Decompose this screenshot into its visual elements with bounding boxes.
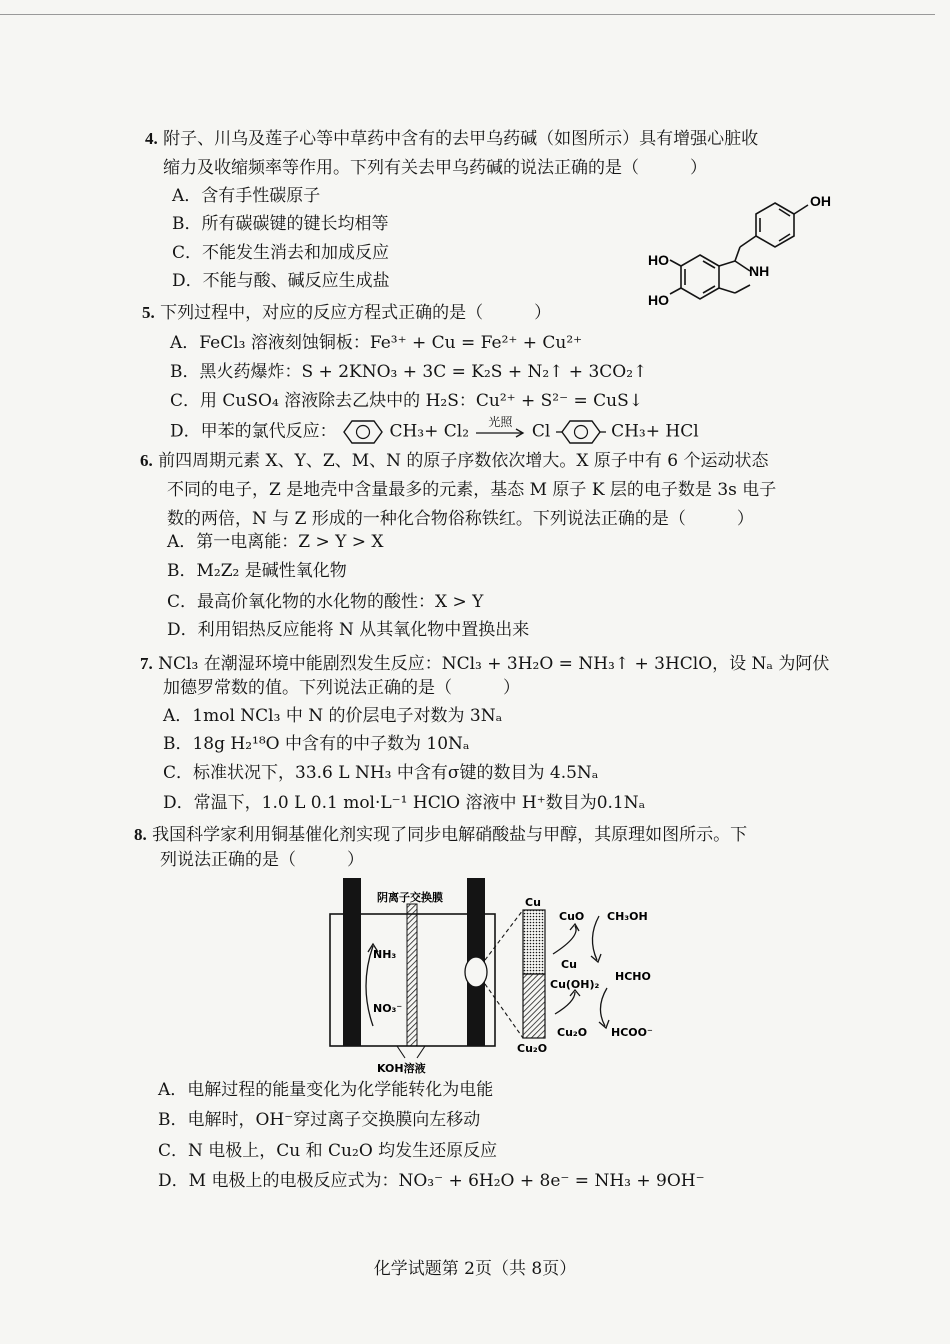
q8-koh-label: KOH溶液 (377, 1062, 426, 1075)
q4-oh-label: OH (810, 193, 831, 209)
q7-option-b: B．18g H₂¹⁸O 中含有的中子数为 10Nₐ (163, 734, 470, 754)
q4-stem-text1: 附子、川乌及莲子心等中草药中含有的去甲乌药碱（如图所示）具有增强心脏收 (163, 129, 759, 149)
q5-benzene-ring-icon (342, 419, 384, 445)
q6-option-d: D．利用铝热反应能将 N 从其氧化物中置换出来 (167, 620, 530, 640)
q5-option-a: A．FeCl₃ 溶液刻蚀铜板：Fe³⁺ + Cu = Fe²⁺ + Cu²⁺ (170, 333, 583, 353)
q5-option-c: C．用 CuSO₄ 溶液除去乙炔中的 H₂S：Cu²⁺ + S²⁻ = CuS↓ (170, 391, 643, 411)
q7-option-d: D．常温下，1.0 L 0.1 mol·L⁻¹ HClO 溶液中 H⁺数目为0.1Nₐ (163, 793, 646, 813)
q8-cu2o-mid-label: Cu₂O (557, 1026, 588, 1039)
q4-number: 4. (145, 129, 158, 148)
top-rule (0, 14, 935, 15)
q8-left-electrode (343, 878, 361, 1046)
q8-membrane-label: 阴离子交换膜 (377, 891, 443, 904)
q8-magnify-spot (465, 957, 487, 987)
q8-stem-line2: 列说法正确的是（ ） (160, 850, 364, 870)
q5-option-d-left: CH₃+ Cl₂ (389, 421, 470, 442)
q8-cuo-label: CuO (559, 910, 585, 923)
q5-stem (142, 302, 551, 324)
q5-condition-arrow (474, 415, 526, 445)
q7-stem-line1 (140, 653, 829, 675)
q4-option-a: A．含有手性碳原子 (172, 186, 321, 206)
q6-option-a: A．第一电离能：Z > Y > X (167, 532, 384, 552)
q8-stem-text1: 我国科学家利用铜基催化剂实现了同步电解硝酸盐与甲醇，其原理如图所示。下 (152, 825, 748, 845)
q5-option-d (170, 415, 699, 445)
q8-hcho-label: HCHO (615, 970, 651, 983)
q8-option-a: A．电解过程的能量变化为化学能转化为电能 (158, 1080, 494, 1100)
q8-option-c: C．N 电极上，Cu 和 Cu₂O 均发生还原反应 (158, 1141, 498, 1161)
q8-stem-line1 (134, 824, 747, 846)
q8-option-d: D．M 电极上的电极反应式为：NO₃⁻ + 6H₂O + 8e⁻ = NH₃ + 9OH⁻ (158, 1171, 705, 1191)
q4-ho-label-2: HO (648, 292, 669, 308)
q4-option-c: C．不能发生消去和加成反应 (172, 243, 390, 263)
q4-nh-label: NH (749, 263, 770, 279)
q7-option-c: C．标准状况下，33.6 L NH₃ 中含有σ键的数目为 4.5Nₐ (163, 763, 599, 783)
q8-membrane (407, 904, 417, 1046)
q4-option-b: B．所有碳碳键的键长均相等 (172, 214, 389, 234)
q8-electrolysis-diagram (325, 876, 665, 1076)
q6-stem-line1 (140, 450, 769, 472)
q7-number: 7. (140, 654, 153, 673)
q4-ho-label-1: HO (648, 252, 669, 268)
q6-stem-line2: 不同的电子，Z 是地壳中含量最多的元素，基态 M 原子 K 层的电子数是 3s 电子 (167, 480, 777, 500)
q6-stem-text1: 前四周期元素 X、Y、Z、M、N 的原子序数依次增大。X 原子中有 6 个运动状态 (158, 451, 769, 471)
q8-option-b: B．电解时，OH⁻穿过离子交换膜向左移动 (158, 1110, 481, 1130)
q8-cu-top-label: Cu (525, 896, 541, 909)
q4-option-d: D．不能与酸、碱反应生成盐 (172, 271, 390, 291)
q8-cuoh2-label: Cu(OH)₂ (550, 978, 600, 991)
q4-stem-line2: 缩力及收缩频率等作用。下列有关去甲乌药碱的说法正确的是（ ） (163, 158, 707, 178)
q8-no3-label: NO₃⁻ (373, 1002, 403, 1015)
q6-option-b: B．M₂Z₂ 是碱性氧化物 (167, 561, 347, 581)
q8-cu-mid-label: Cu (561, 958, 577, 971)
q8-ch3oh-label: CH₃OH (607, 910, 648, 923)
q8-cu2o-bottom-label: Cu₂O (517, 1042, 548, 1055)
q7-stem-text1: NCl₃ 在潮湿环境中能剧烈发生反应：NCl₃ + 3H₂O = NH₃↑ + 3HClO，设 Nₐ 为阿伏 (158, 654, 830, 674)
q5-option-d-right: CH₃+ HCl (611, 421, 699, 442)
q5-stem-text: 下列过程中，对应的反应方程式正确的是（ ） (160, 303, 552, 323)
q8-catalyst-cu-layer (523, 910, 545, 974)
q6-stem-line3: 数的两倍，N 与 Z 形成的一种化合物俗称铁红。下列说法正确的是（ ） (167, 509, 754, 529)
q6-number: 6. (140, 451, 153, 470)
q5-number: 5. (142, 303, 155, 322)
q4-stem-line1 (145, 128, 758, 150)
q7-stem-line2: 加德罗常数的值。下列说法正确的是（ ） (163, 678, 520, 698)
q5-condition-text: 光照 (488, 415, 513, 429)
q5-option-d-prefix: D．甲苯的氯代反应： (170, 421, 337, 442)
q8-nh3-label: NH₃ (373, 948, 397, 961)
q5-option-b: B．黑火药爆炸：S + 2KNO₃ + 3C = K₂S + N₂↑ + 3CO₂↑ (170, 362, 648, 382)
q8-catalyst-cu2o-layer (523, 974, 545, 1038)
q8-hcoo-label: HCOO⁻ (611, 1026, 653, 1039)
q7-option-a: A．1mol NCl₃ 中 N 的价层电子对数为 3Nₐ (163, 706, 503, 726)
page-footer: 化学试题第 2页（共 8页） (373, 1259, 577, 1279)
q6-option-c: C．最高价氧化物的水化物的酸性：X > Y (167, 592, 484, 612)
q8-number: 8. (134, 825, 147, 844)
q5-option-d-cl: Cl (531, 421, 551, 442)
q4-molecule-structure (640, 185, 850, 315)
q5-benzene-ring-icon-2 (556, 419, 606, 445)
